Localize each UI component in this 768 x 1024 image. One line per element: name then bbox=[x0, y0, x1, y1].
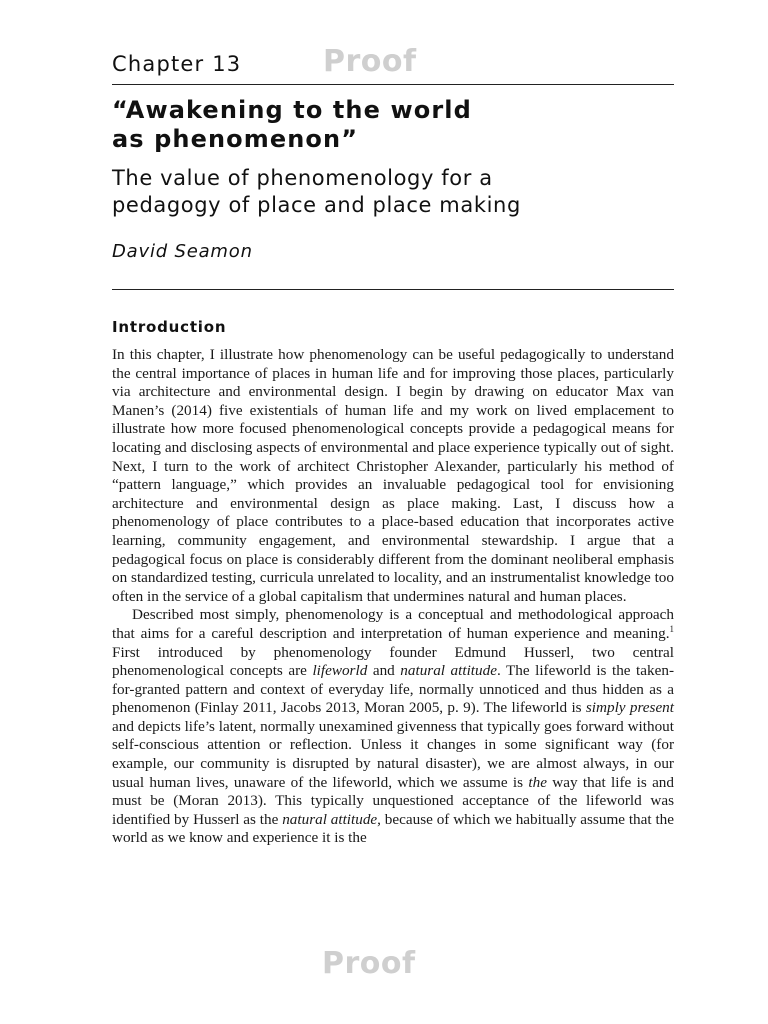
italic-term: the bbox=[528, 773, 547, 791]
proof-watermark-bottom: Proof bbox=[322, 946, 416, 981]
author-name: David Seamon bbox=[112, 241, 253, 262]
paragraph-2-text: and bbox=[367, 662, 401, 680]
italic-term: simply present bbox=[585, 699, 674, 717]
chapter-label: Chapter 13 bbox=[112, 52, 242, 76]
chapter-subtitle-line-1: The value of phenomenology for a bbox=[112, 166, 493, 190]
section-heading: Introduction bbox=[112, 318, 227, 336]
paragraph-2-text: and depicts life’s latent, normally unexamined givenness that typically goes forward without self-conscious attention or reflection. Unless it changes in some significant way (for example, our community is disrupted by natural disaster), we are almost always, in our usual human lives, unaware of the lifeworld, which we assume is bbox=[112, 717, 674, 791]
paragraph-1: In this chapter, I illustrate how phenomenology can be useful pedagogically to understand the central importance of places in human life and for improving those places, particularly via architecture and environmental design. I begin by drawing on educator Max van Manen’s (2014) five existentials of human life and my work on lived emplacement to illustrate how more focused phenomenological concepts provide a pedagogical means for locating and disclosing aspects of environmental and place experience typically out of sight. Next, I turn to the work of architect Christopher Alexander, particularly his method of “pattern language,” which provides an invaluable pedagogical tool for envisioning architecture and environmental design as place making. Last, I discuss how a phenomenology of place contributes to a place-based education that incorporates active learning, community engagement, and environmental stewardship. I argue that a pedagogical focus on place is considerably different from the dominant neoliberal emphasis on standardized testing, curricula unrelated to locality, and an instrumentalist knowledge too often in the service of a global capitalism that undermines natural and human places. bbox=[112, 346, 674, 605]
proof-watermark-top: Proof bbox=[323, 44, 417, 79]
chapter-subtitle-line-2: pedagogy of place and place making bbox=[112, 193, 521, 217]
footnote-marker: 1 bbox=[669, 623, 674, 634]
chapter-title-line-1: “Awakening to the world bbox=[112, 96, 472, 124]
top-rule-divider bbox=[112, 84, 674, 85]
chapter-title-line-2: as phenomenon” bbox=[112, 125, 359, 153]
paragraph-2-text: First introduced by phenomenology founder Edmund Husserl, two central phenomenological concepts are bbox=[112, 643, 674, 680]
chapter-subtitle bbox=[112, 165, 672, 219]
paragraph-2-text: way that life is and must be (Moran 2013). This typically unquestioned acceptance of the lifeworld was identified by Husserl as the bbox=[112, 773, 674, 828]
paragraph-2-text: Described most simply, phenomenology is a conceptual and methodological approach that aims for a careful description and interpretation of human experience and meaning. bbox=[112, 606, 674, 642]
body-text bbox=[112, 346, 674, 848]
paragraph-2 bbox=[112, 606, 674, 848]
paragraph-2-text: , because of which we habitually assume that the world as we know and experience it is the bbox=[112, 810, 675, 847]
italic-term: lifeworld bbox=[312, 662, 368, 680]
italic-term: natural attitude bbox=[400, 662, 497, 680]
chapter-title bbox=[112, 96, 672, 154]
paragraph-2-text: . The lifeworld is the taken-for-granted pattern and context of everyday life, normally unnoticed and thus hidden as a phenomenon (Finlay 2011, Jacobs 2013, Moran 2005, p. 9). The lifeworld is bbox=[112, 662, 675, 717]
middle-rule-divider bbox=[112, 289, 674, 290]
italic-term: natural attitude bbox=[282, 810, 378, 828]
